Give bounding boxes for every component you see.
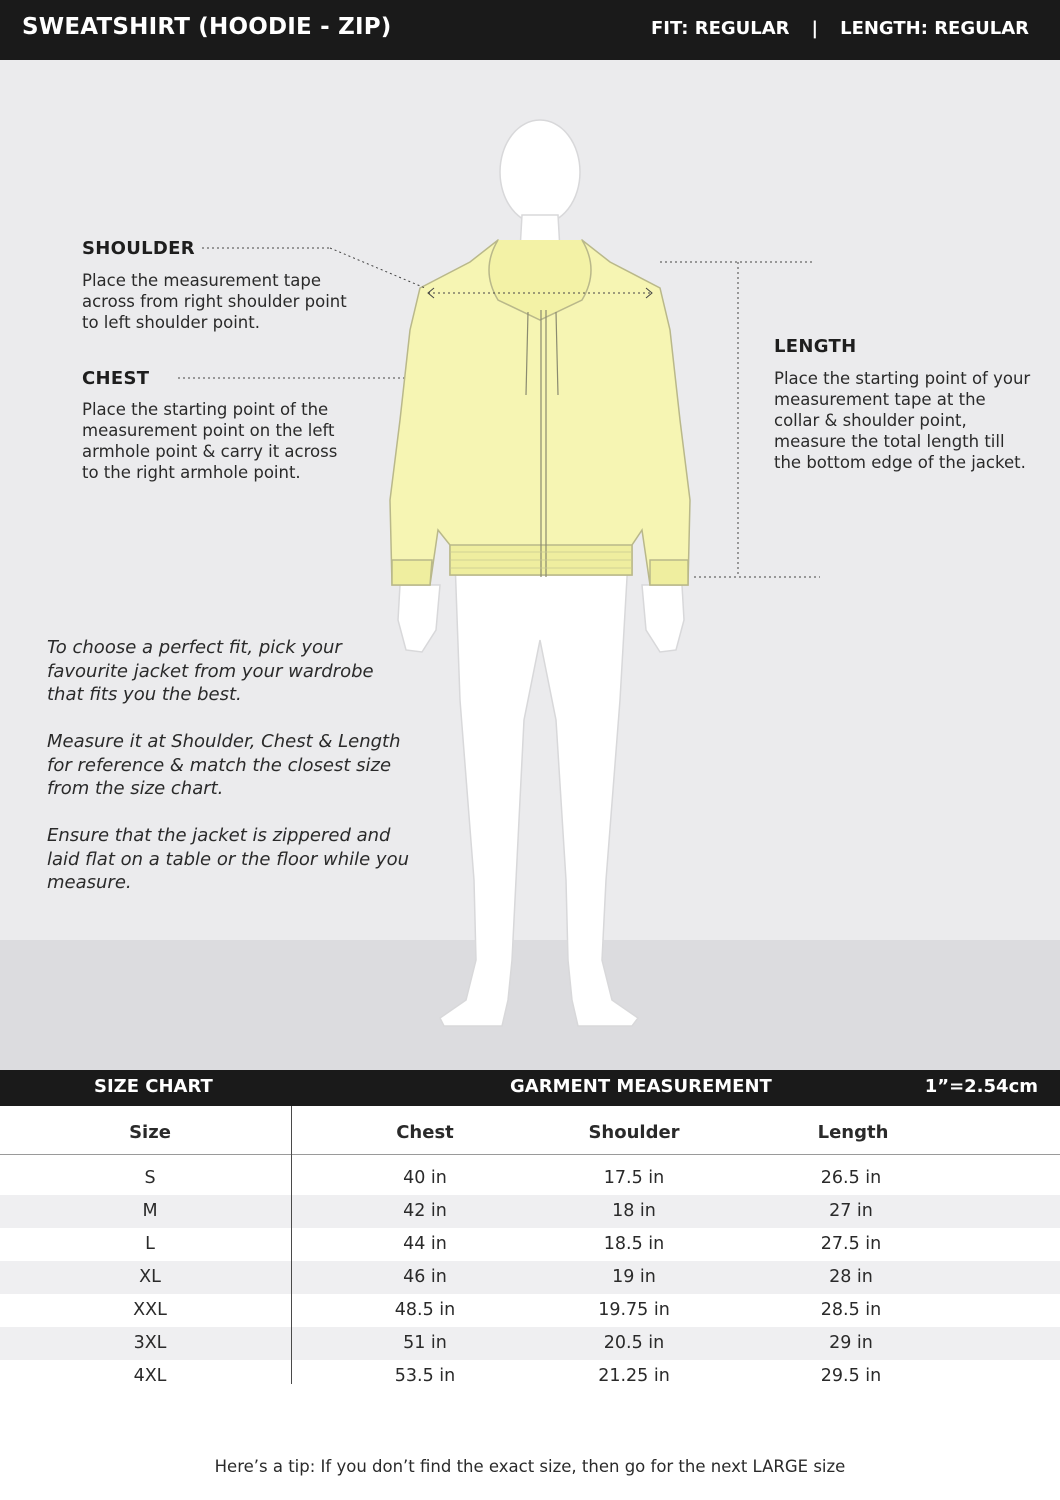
shoulder-line: Place the measurement tape xyxy=(82,271,322,290)
chest-description xyxy=(82,399,382,483)
column-header: Length xyxy=(817,1122,889,1143)
size-chart-title: SIZE CHART xyxy=(94,1076,213,1097)
shoulder-description xyxy=(82,270,372,333)
cell-chest: 44 in xyxy=(403,1234,447,1254)
cell-length: 29 in xyxy=(829,1333,873,1353)
cell-length: 27 in xyxy=(829,1201,873,1221)
measure-advice-note xyxy=(47,730,427,801)
length-line: measure the total length till xyxy=(774,432,1005,451)
table-header xyxy=(0,1106,1060,1155)
fit-label: FIT: REGULAR xyxy=(650,18,790,39)
size-chart-bar xyxy=(0,1070,1060,1106)
length-label: LENGTH xyxy=(774,336,857,357)
size-column-divider xyxy=(291,1106,292,1384)
note-line: measure. xyxy=(47,872,132,893)
table-row xyxy=(0,1162,1060,1195)
note-line: from the size chart. xyxy=(47,778,224,799)
table-row xyxy=(0,1195,1060,1228)
cell-shoulder: 20.5 in xyxy=(603,1333,665,1353)
chest-line: Place the starting point of the xyxy=(82,400,329,419)
note-line: favourite jacket from your wardrobe xyxy=(47,660,374,682)
cell-shoulder: 18 in xyxy=(612,1201,656,1221)
note-line: laid flat on a table or the floor while you xyxy=(47,848,409,870)
table-row xyxy=(0,1294,1060,1327)
shoulder-line: to left shoulder point. xyxy=(82,313,260,332)
cell-size: 4XL xyxy=(133,1366,167,1386)
cell-length: 29.5 in xyxy=(820,1366,882,1386)
cell-size: XL xyxy=(139,1267,161,1287)
cell-shoulder: 17.5 in xyxy=(603,1168,665,1188)
unit-conversion: 1”=2.54cm xyxy=(924,1076,1038,1097)
cell-length: 27.5 in xyxy=(820,1234,882,1254)
column-header: Shoulder xyxy=(588,1122,680,1143)
table-row xyxy=(0,1261,1060,1294)
cell-chest: 40 in xyxy=(403,1168,447,1188)
note-line: for reference & match the closest size xyxy=(47,754,392,776)
cell-size: M xyxy=(142,1201,158,1221)
size-tip: Here’s a tip: If you don’t find the exact size, then go for the next LARGE size xyxy=(214,1457,846,1476)
table-row xyxy=(0,1360,1060,1393)
cell-length: 28.5 in xyxy=(820,1300,882,1320)
cell-size: L xyxy=(145,1234,155,1254)
note-line: Ensure that the jacket is zippered and xyxy=(47,825,391,846)
page-title: SWEATSHIRT (HOODIE - ZIP) xyxy=(22,14,392,40)
cell-size: 3XL xyxy=(133,1333,167,1353)
length-line: measurement tape at the xyxy=(774,390,986,409)
cell-size: XXL xyxy=(133,1300,167,1320)
laying-advice-note xyxy=(47,824,427,895)
cell-chest: 53.5 in xyxy=(394,1366,456,1386)
shoulder-label: SHOULDER xyxy=(82,238,195,259)
table-row xyxy=(0,1228,1060,1261)
length-description xyxy=(774,368,1050,473)
chest-line: to the right armhole point. xyxy=(82,463,301,482)
cell-chest: 42 in xyxy=(403,1201,447,1221)
cell-chest: 46 in xyxy=(403,1267,447,1287)
table-row xyxy=(0,1327,1060,1360)
cell-shoulder: 18.5 in xyxy=(603,1234,665,1254)
chest-line: measurement point on the left xyxy=(82,421,335,440)
fit-advice-note xyxy=(47,636,427,707)
shoulder-line: across from right shoulder point xyxy=(82,292,347,311)
fit-separator: | xyxy=(811,18,819,39)
column-header: Size xyxy=(129,1122,171,1143)
chest-line: armhole point & carry it across xyxy=(82,442,338,461)
cell-chest: 51 in xyxy=(403,1333,447,1353)
cell-chest: 48.5 in xyxy=(394,1300,456,1320)
length-fit-label: LENGTH: REGULAR xyxy=(840,18,1029,39)
cell-shoulder: 19.75 in xyxy=(598,1300,670,1320)
jacket-drawing xyxy=(390,240,690,585)
length-line: Place the starting point of your xyxy=(774,369,1031,388)
column-header: Chest xyxy=(396,1122,454,1143)
length-line: collar & shoulder point, xyxy=(774,411,967,430)
garment-measurement-title: GARMENT MEASUREMENT xyxy=(510,1076,772,1097)
length-line: the bottom edge of the jacket. xyxy=(774,453,1026,472)
note-line: Measure it at Shoulder, Chest & Length xyxy=(47,731,401,752)
note-line: To choose a perfect fit, pick your xyxy=(47,637,342,658)
cell-shoulder: 19 in xyxy=(612,1267,656,1287)
cell-shoulder: 21.25 in xyxy=(598,1366,670,1386)
cell-size: S xyxy=(144,1168,156,1188)
chest-label: CHEST xyxy=(82,368,150,389)
cell-length: 28 in xyxy=(829,1267,873,1287)
cell-length: 26.5 in xyxy=(820,1168,882,1188)
note-line: that fits you the best. xyxy=(47,684,242,705)
